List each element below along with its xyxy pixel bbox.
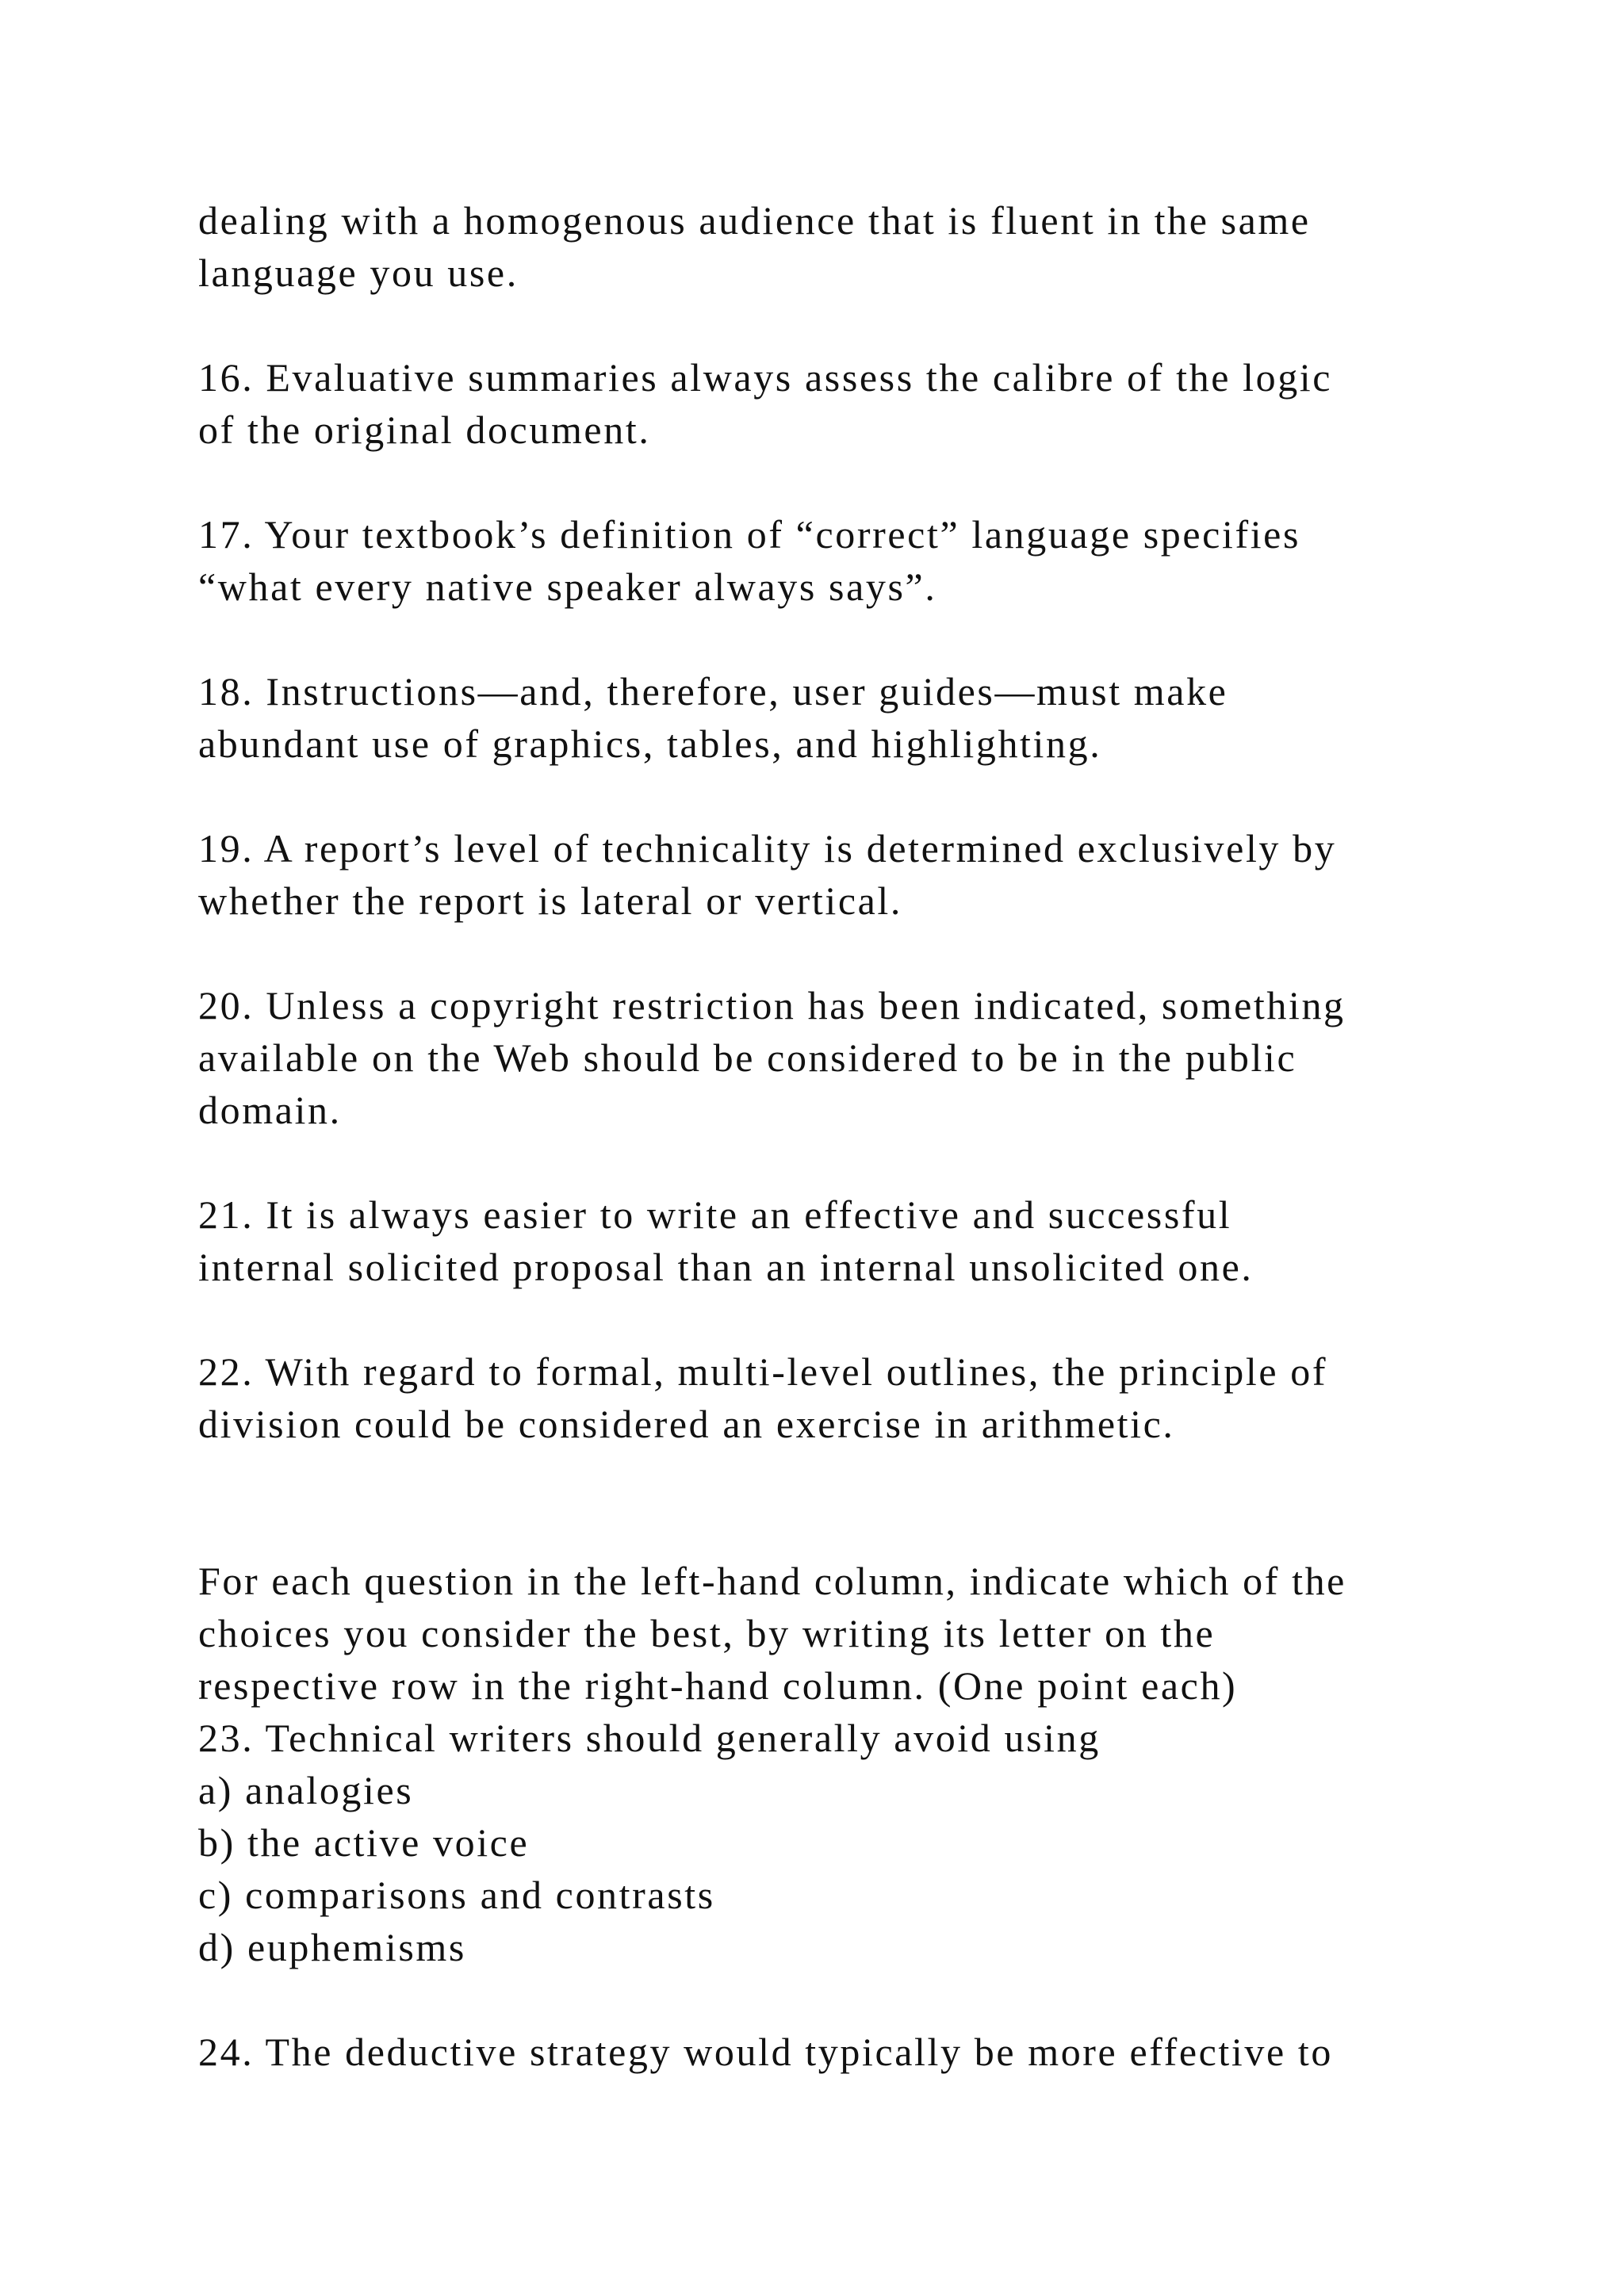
instruction-line: choices you consider the best, by writing its letter on the bbox=[198, 1611, 1216, 1655]
statement-18 bbox=[198, 665, 1515, 770]
section-instructions bbox=[198, 1555, 1515, 1712]
statement-20 bbox=[198, 979, 1515, 1136]
statement-22 bbox=[198, 1345, 1515, 1450]
instruction-line: respective row in the right-hand column. (One point each) bbox=[198, 1663, 1238, 1708]
statement-19 bbox=[198, 822, 1515, 927]
statement-17 bbox=[198, 508, 1515, 613]
text-line: dealing with a homogenous audience that is fluent in the same bbox=[198, 198, 1311, 243]
statement-21 bbox=[198, 1188, 1515, 1293]
question-stem: 24. The deductive strategy would typically be more effective to bbox=[198, 2030, 1333, 2074]
text-line: 22. With regard to formal, multi-level outlines, the principle of bbox=[198, 1349, 1328, 1394]
text-line: 21. It is always easier to write an effective and successful bbox=[198, 1192, 1232, 1237]
document-page bbox=[198, 194, 1515, 2078]
text-line: available on the Web should be considered to be in the public bbox=[198, 1035, 1297, 1080]
instruction-line: For each question in the left-hand column, indicate which of the bbox=[198, 1559, 1346, 1603]
statement-16 bbox=[198, 351, 1515, 456]
answer-option: b) the active voice bbox=[198, 1820, 530, 1865]
answer-option: a) analogies bbox=[198, 1768, 414, 1812]
text-line: whether the report is lateral or vertical. bbox=[198, 878, 903, 923]
text-line: 17. Your textbook’s definition of “correct” language specifies bbox=[198, 512, 1301, 557]
text-line: 16. Evaluative summaries always assess the calibre of the logic bbox=[198, 355, 1333, 400]
text-line: 19. A report’s level of technicality is determined exclusively by bbox=[198, 826, 1337, 871]
text-line: domain. bbox=[198, 1088, 342, 1132]
text-line: of the original document. bbox=[198, 408, 651, 452]
answer-option: d) euphemisms bbox=[198, 1925, 466, 1969]
text-line: division could be considered an exercise in arithmetic. bbox=[198, 1402, 1175, 1446]
text-line: 18. Instructions—and, therefore, user guides—must make bbox=[198, 669, 1228, 714]
answer-option: c) comparisons and contrasts bbox=[198, 1873, 715, 1917]
question-stem: 23. Technical writers should generally avoid using bbox=[198, 1716, 1101, 1760]
question-24 bbox=[198, 2026, 1515, 2078]
text-line: internal solicited proposal than an internal unsolicited one. bbox=[198, 1245, 1254, 1289]
text-line: language you use. bbox=[198, 251, 519, 295]
paragraph-15-continuation bbox=[198, 194, 1515, 299]
text-line: abundant use of graphics, tables, and highlighting. bbox=[198, 721, 1102, 766]
text-line: 20. Unless a copyright restriction has been indicated, something bbox=[198, 983, 1346, 1027]
text-line: “what every native speaker always says”. bbox=[198, 564, 937, 609]
question-23 bbox=[198, 1712, 1515, 1973]
